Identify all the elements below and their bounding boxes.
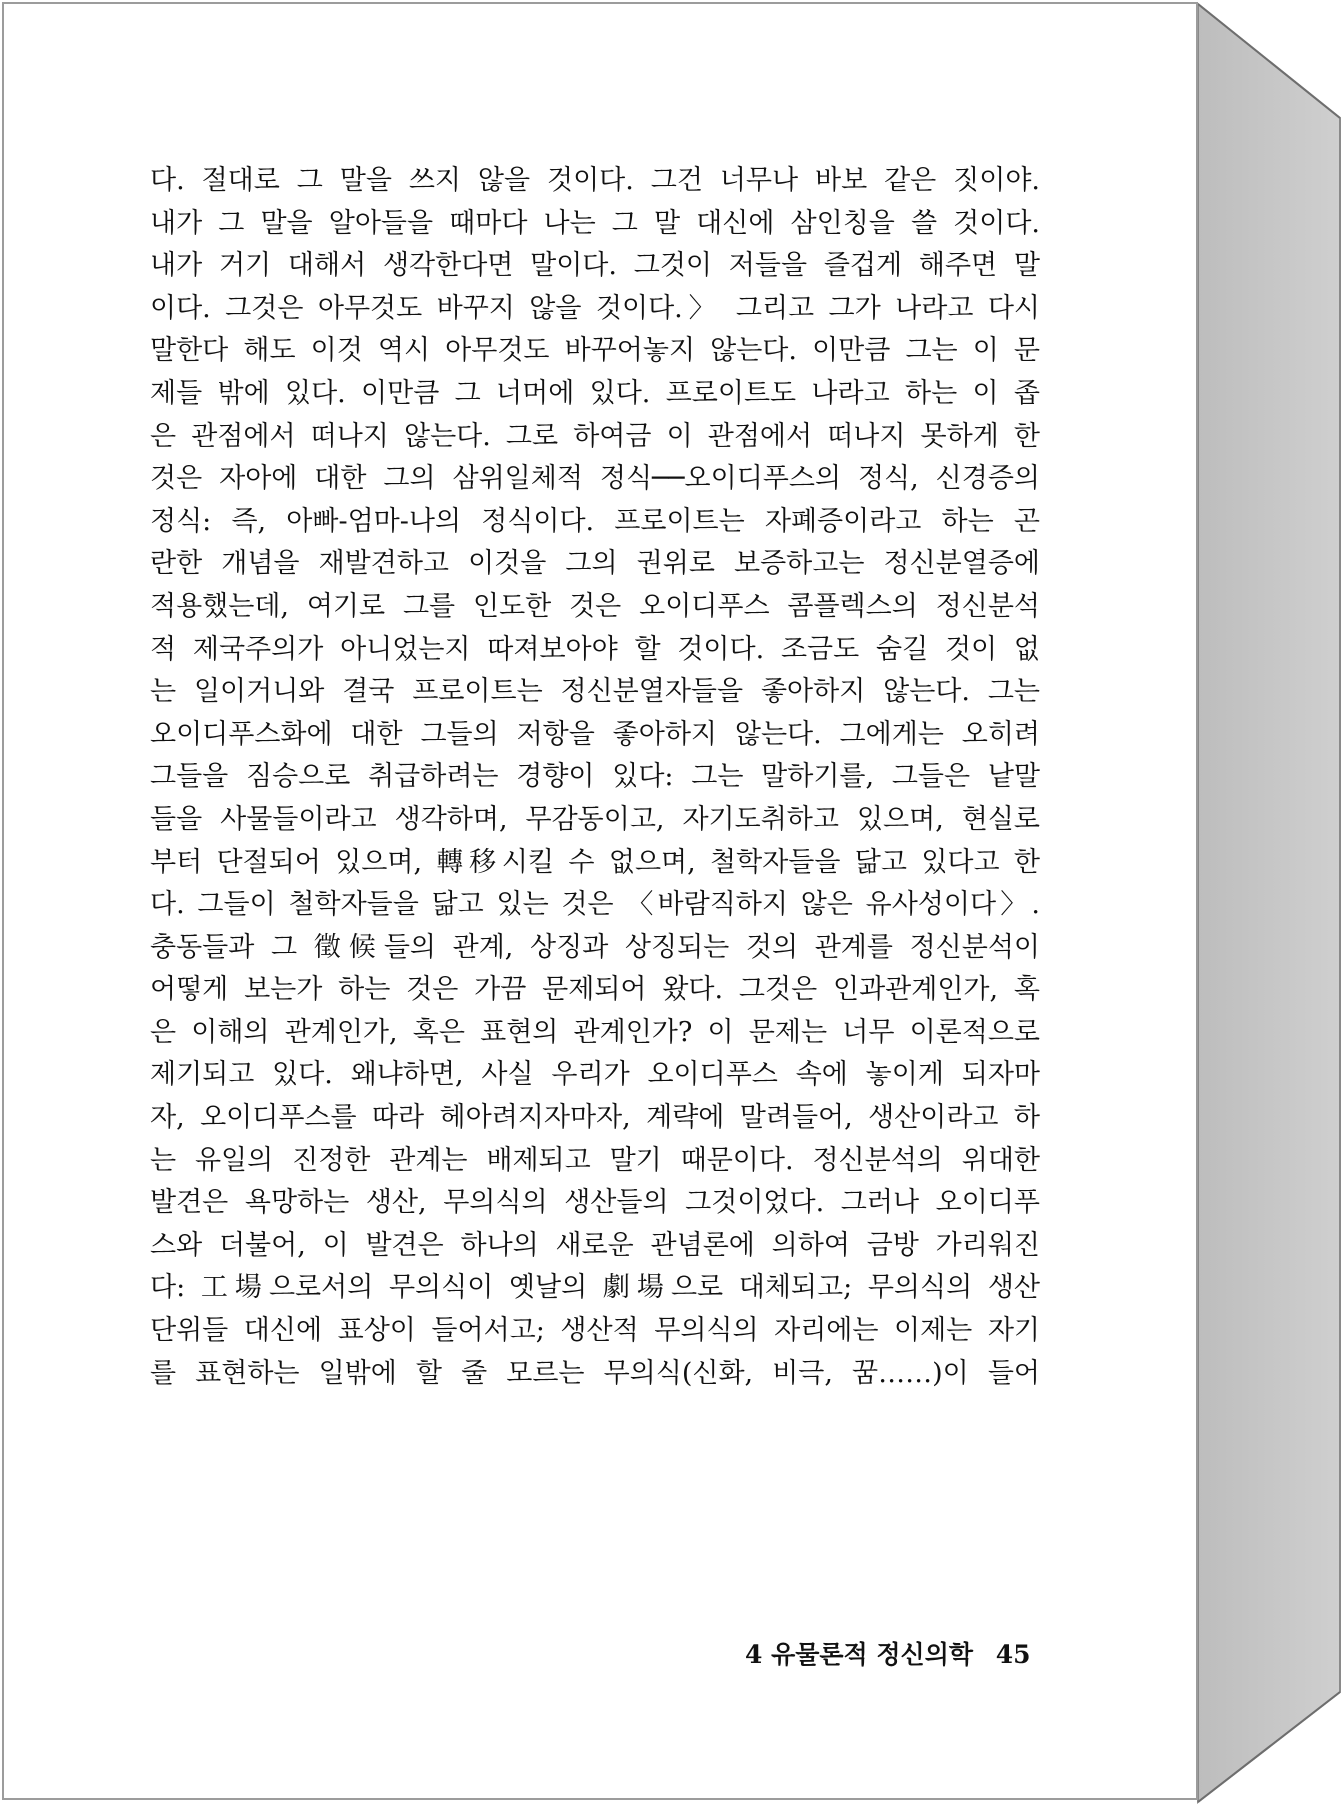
text-line: 다. 절대로 그 말을 쓰지 않을 것이다. 그건 너무나 바보 같은 짓이야. [150, 165, 1040, 196]
text-line: 다. 그들이 철학자들을 닮고 있는 것은 〈바람직하지 않은 유사성이다〉. [150, 889, 1040, 921]
text-line: 제들 밖에 있다. 이만큼 그 너머에 있다. 프로이트도 나라고 하는 이 좁 [150, 377, 1040, 409]
text-line: 적용했는데, 여기로 그를 인도한 것은 오이디푸스 콤플렉스의 정신분석 [150, 590, 1040, 622]
text-line: 는 일이거니와 결국 프로이트는 정신분열자들을 좋아하지 않는다. 그는 [150, 676, 1040, 708]
text-line: 자, 오이디푸스를 따라 헤아려지자마자, 계략에 말려들어, 생산이라고 하 [150, 1102, 1040, 1134]
running-footer [745, 1638, 1031, 1672]
text-line: 내가 그 말을 알아들을 때마다 나는 그 말 대신에 삼인칭을 쓸 것이다. [150, 207, 1040, 239]
text-line: 를 표현하는 일밖에 할 줄 모르는 무의식(신화, 비극, 꿈……)이 들어 [150, 1357, 1040, 1389]
text-line: 오이디푸스화에 대한 그들의 저항을 좋아하지 않는다. 그에게는 오히려 [150, 718, 1040, 750]
chapter-title: 4 유물론적 정신의학 [745, 1640, 974, 1669]
text-line: 충동들과 그 徵候들의 관계, 상징과 상징되는 것의 관계를 정신분석이 [150, 931, 1040, 963]
text-line: 적 제국주의가 아니었는지 따져보아야 할 것이다. 조금도 숨길 것이 없 [150, 633, 1040, 665]
text-line: 들을 사물들이라고 생각하며, 무감동이고, 자기도취하고 있으며, 현실로 [150, 803, 1040, 835]
text-line: 은 관점에서 떠나지 않는다. 그로 하여금 이 관점에서 떠나지 못하게 한 [150, 420, 1040, 452]
text-line: 발견은 욕망하는 생산, 무의식의 생산들의 그것이었다. 그러나 오이디푸 [150, 1187, 1040, 1219]
page-number: 45 [995, 1640, 1031, 1669]
text-line: 그들을 짐승으로 취급하려는 경향이 있다: 그는 말하기를, 그들은 낱말 [150, 761, 1040, 793]
text-line: 란한 개념을 재발견하고 이것을 그의 권위로 보증하고는 정신분열증에 [150, 548, 1040, 580]
text-line: 단위들 대신에 표상이 들어서고; 생산적 무의식의 자리에는 이제는 자기 [150, 1315, 1040, 1347]
text-line: 는 유일의 진정한 관계는 배제되고 말기 때문이다. 정신분석의 위대한 [150, 1144, 1040, 1176]
text-line: 어떻게 보는가 하는 것은 가끔 문제되어 왔다. 그것은 인과관계인가, 혹 [150, 974, 1040, 1006]
text-line: 제기되고 있다. 왜냐하면, 사실 우리가 오이디푸스 속에 놓이게 되자마 [150, 1059, 1040, 1091]
text-line: 정식: 즉, 아빠-엄마-나의 정식이다. 프로이트는 자폐증이라고 하는 곤 [150, 505, 1040, 537]
text-line: 내가 거기 대해서 생각한다면 말이다. 그것이 저들을 즐겁게 해주면 말 [150, 250, 1040, 282]
text-line: 다: 工場으로서의 무의식이 옛날의 劇場으로 대체되고; 무의식의 생산 [150, 1272, 1040, 1304]
text-line: 이다. 그것은 아무것도 바꾸지 않을 것이다.〉 그리고 그가 나라고 다시 [150, 292, 1040, 324]
text-line: 스와 더불어, 이 발견은 하나의 새로운 관념론에 의하여 금방 가리워진 [150, 1229, 1040, 1261]
text-line: 말한다 해도 이것 역시 아무것도 바꾸어놓지 않는다. 이만큼 그는 이 문 [150, 335, 1040, 367]
text-line: 은 이해의 관계인가, 혹은 표현의 관계인가? 이 문제는 너무 이론적으로 [150, 1016, 1040, 1048]
text-line: 부터 단절되어 있으며, 轉移시킬 수 없으며, 철학자들을 닮고 있다고 한 [150, 846, 1040, 878]
text-line: 것은 자아에 대한 그의 삼위일체적 정식──오이디푸스의 정식, 신경증의 [150, 463, 1040, 495]
body-text [150, 160, 1040, 1395]
page-stack-side [1198, 4, 1340, 1802]
